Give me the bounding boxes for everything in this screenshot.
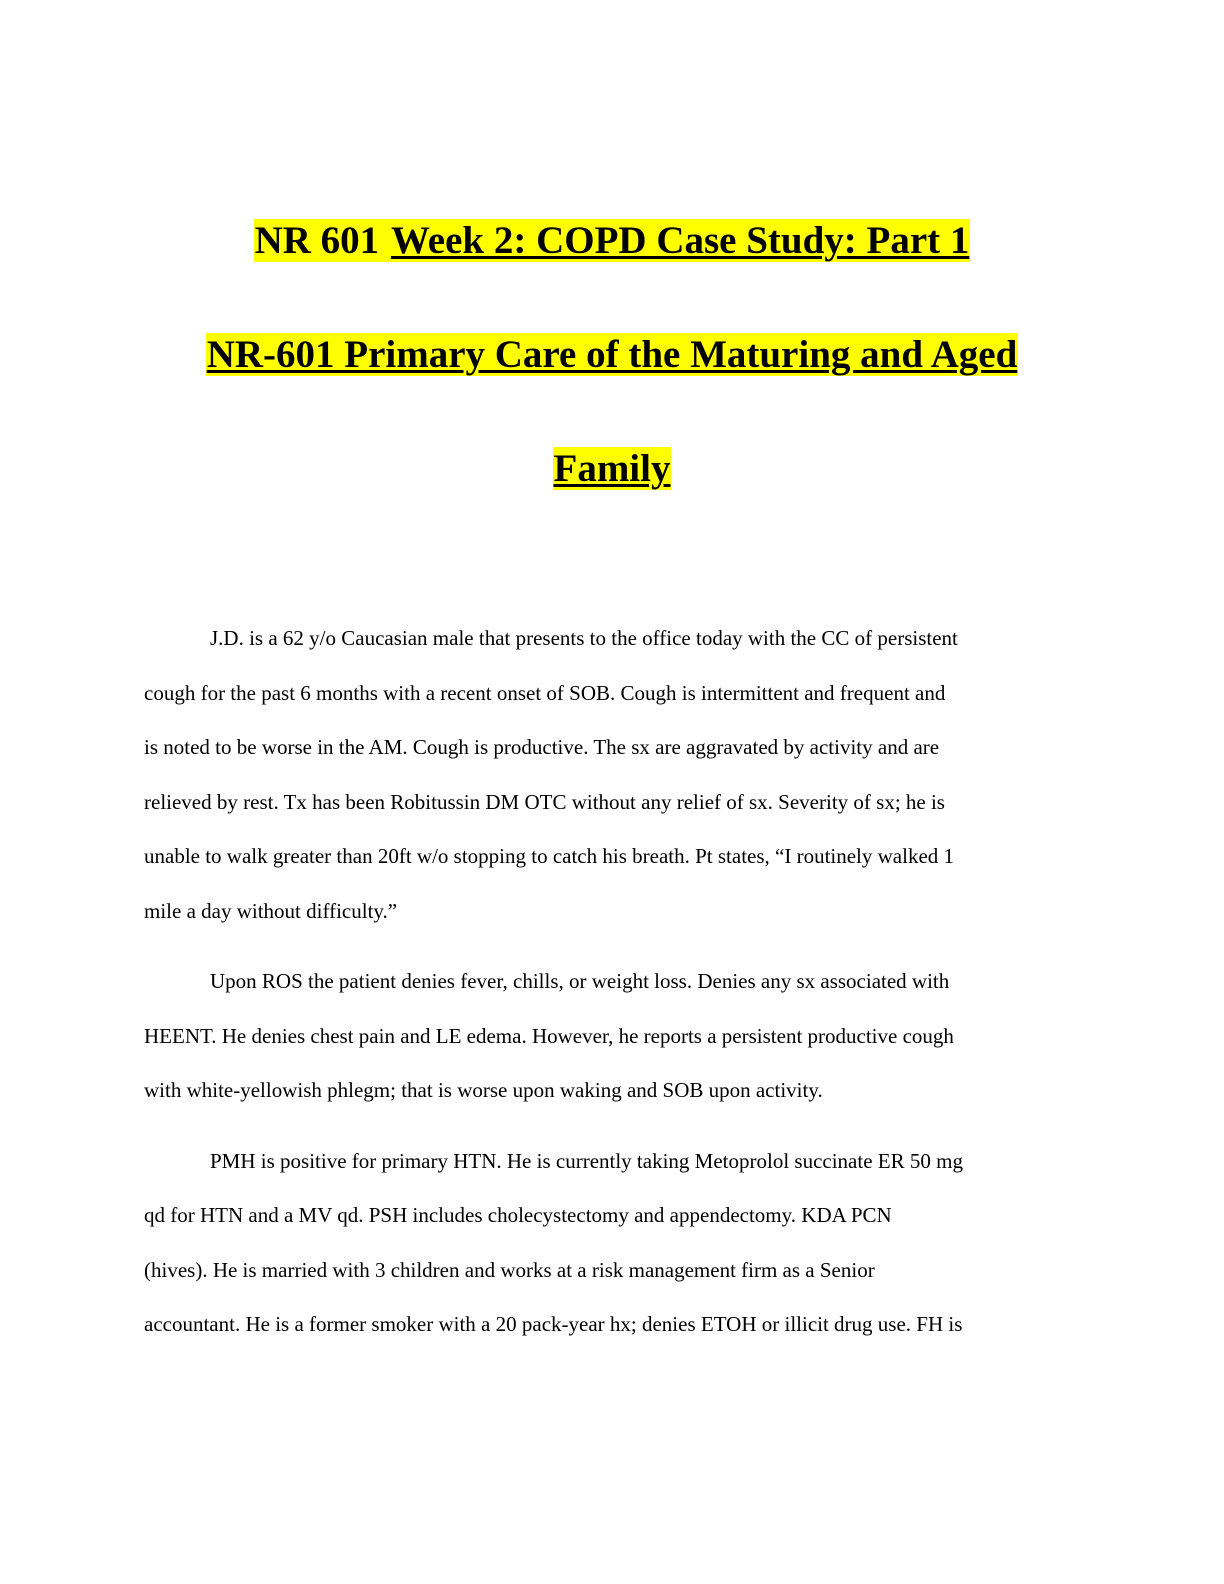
paragraph-medical-history [144, 1134, 1084, 1352]
title-line-3 [0, 440, 1224, 498]
text-line: qd for HTN and a MV qd. PSH includes cholecystectomy and appendectomy. KDA PCN [144, 1203, 892, 1227]
text-line: J.D. is a 62 y/o Caucasian male that presents to the office today with the CC of persistent [210, 626, 958, 650]
text-line: relieved by rest. Tx has been Robitussin DM OTC without any relief of sx. Severity of sx; he is [144, 789, 945, 814]
title-line-2 [0, 326, 1224, 384]
text-line: mile a day without difficulty.” [144, 898, 398, 923]
text-line: with white-yellowish phlegm; that is worse upon waking and SOB upon activity. [144, 1078, 823, 1102]
case-study-body [144, 611, 1084, 1368]
document-title [0, 212, 1224, 498]
title-course-name: NR-601 Primary Care of the Maturing and Aged [206, 333, 1018, 376]
title-week-heading: Week 2: COPD Case Study: Part 1 [390, 219, 970, 262]
paragraph-review-of-systems [144, 954, 1084, 1118]
text-line: PMH is positive for primary HTN. He is currently taking Metoprolol succinate ER 50 mg [210, 1148, 963, 1173]
text-line: HEENT. He denies chest pain and LE edema. However, he reports a persistent productive cough [144, 1023, 954, 1048]
paragraph-presenting-complaint [144, 611, 1084, 938]
text-line: cough for the past 6 months with a recent onset of SOB. Cough is intermittent and frequent and [144, 680, 946, 705]
text-line: is noted to be worse in the AM. Cough is productive. The sx are aggravated by activity and are [144, 735, 940, 759]
title-course-name-continued: Family [553, 447, 671, 490]
text-line: unable to walk greater than 20ft w/o stopping to catch his breath. Pt states, “I routinely walked 1 [144, 844, 955, 868]
text-line: Upon ROS the patient denies fever, chills, or weight loss. Denies any sx associated with [210, 969, 950, 993]
title-course-code: NR 601 [254, 219, 389, 262]
title-line-1 [0, 212, 1224, 270]
text-line: accountant. He is a former smoker with a 20 pack-year hx; denies ETOH or illicit drug use. FH is [144, 1312, 963, 1336]
text-line: (hives). He is married with 3 children and works at a risk management firm as a Senior [144, 1257, 875, 1282]
